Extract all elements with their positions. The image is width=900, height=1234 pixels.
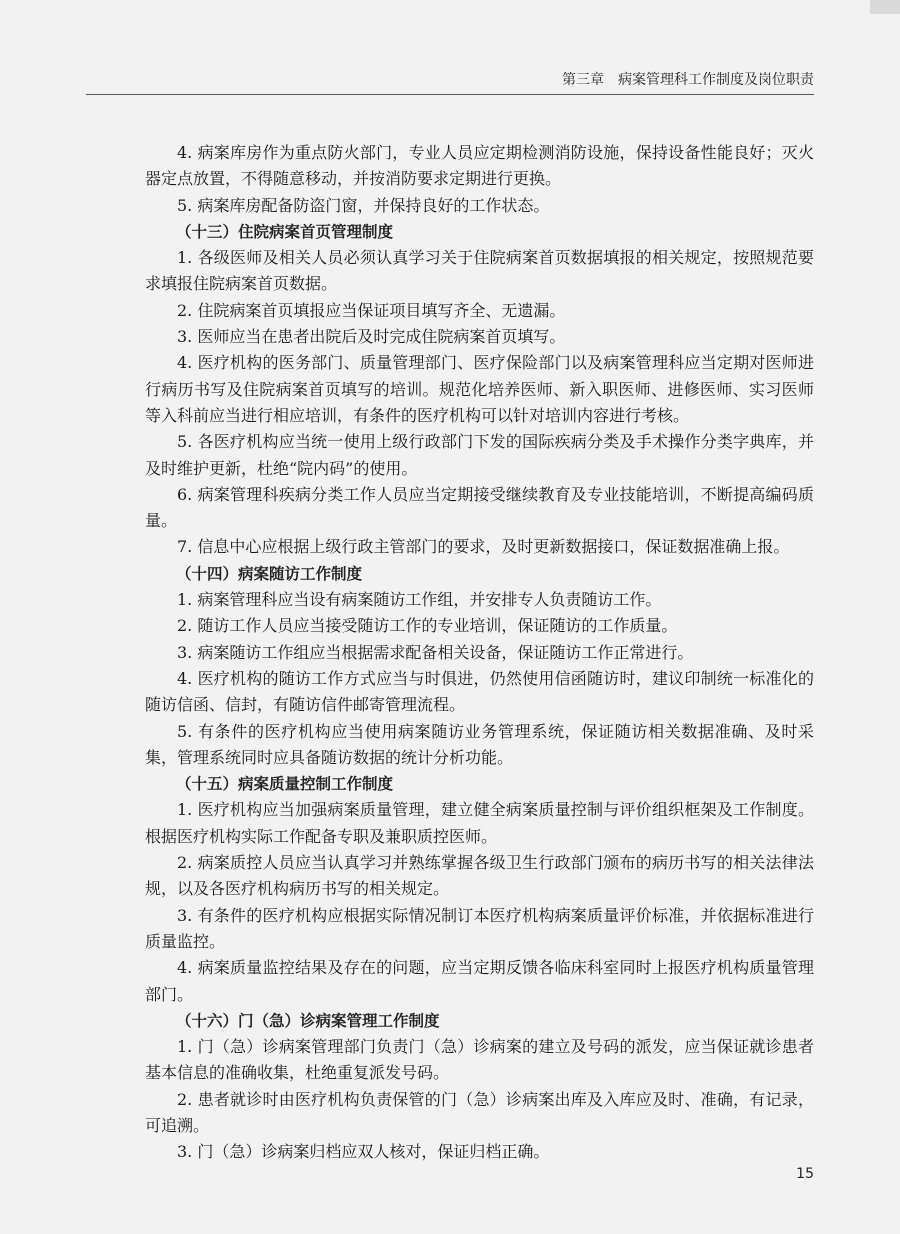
page-number: 15 [796, 1166, 814, 1182]
body-paragraph: 4. 病案库房作为重点防火部门，专业人员应定期检测消防设施，保持设备性能良好；灭火器定点放置，不得随意移动，并按消防要求定期进行更换。 [145, 143, 814, 189]
page-corner-mark [870, 0, 900, 14]
running-header [86, 70, 814, 95]
body-paragraph: 4. 医疗机构的随访工作方式应当与时俱进，仍然使用信函随访时，建议印制统一标准化的随访信函、信封，有随访信件邮寄管理流程。 [145, 668, 814, 715]
body-paragraph: 3. 医师应当在患者出院后及时完成住院病案首页填写。 [177, 327, 566, 347]
body-paragraph: 6. 病案管理科疾病分类工作人员应当定期接受继续教育及专业技能培训，不断提高编码质量。 [145, 484, 814, 531]
body-paragraph: 3. 有条件的医疗机构应根据实际情况制订本医疗机构病案质量评价标准，并依据标准进行质量监控。 [145, 905, 814, 951]
section-heading: （十六）门（急）诊病案管理工作制度 [176, 1011, 440, 1030]
body-paragraph: 5. 有条件的医疗机构应当使用病案随访业务管理系统，保证随访相关数据准确、及时采集，管理系统同时应具备随访数据的统计分析功能。 [145, 721, 814, 767]
body-paragraph: 1. 门（急）诊病案管理部门负责门（急）诊病案的建立及号码的派发，应当保证就诊患者基本信息的准确收集，杜绝重复派发号码。 [145, 1037, 814, 1083]
body-paragraph: 1. 病案管理科应当设有病案随访工作组，并安排专人负责随访工作。 [177, 590, 662, 610]
section-heading: （十五）病案质量控制工作制度 [176, 775, 394, 794]
body-paragraph: 4. 病案质量监控结果及存在的问题，应当定期反馈各临床科室同时上报医疗机构质量管理部门。 [145, 958, 814, 1004]
body-paragraph: 3. 病案随访工作组应当根据需求配备相关设备，保证随访工作正常进行。 [177, 642, 694, 662]
body-paragraph: 2. 病案质控人员应当认真学习并熟练掌握各级卫生行政部门颁布的病历书写的相关法律法规，以及各医疗机构病历书写的相关规定。 [145, 853, 814, 899]
section-heading: （十四）病案随访工作制度 [176, 564, 363, 583]
body-paragraph: 2. 患者就诊时由医疗机构负责保管的门（急）诊病案出库及入库应及时、准确，有记录，可追溯。 [145, 1089, 814, 1135]
body-paragraph: 7. 信息中心应根据上级行政主管部门的要求，及时更新数据接口，保证数据准确上报。 [177, 537, 790, 557]
body-paragraph: 2. 随访工作人员应当接受随访工作的专业培训，保证随访的工作质量。 [177, 616, 678, 636]
page-body [145, 140, 814, 1166]
body-paragraph: 5. 各医疗机构应当统一使用上级行政部门下发的国际疾病分类及手术操作分类字典库，并及时维护更新，杜绝“院内码”的使用。 [145, 432, 814, 478]
chapter-title: 病案管理科工作制度及岗位职责 [618, 72, 814, 88]
body-paragraph: 3. 门（急）诊病案归档应双人核对，保证归档正确。 [177, 1142, 550, 1162]
body-paragraph: 2. 住院病案首页填报应当保证项目填写齐全、无遗漏。 [177, 300, 566, 320]
body-paragraph: 5. 病案库房配备防盗门窗，并保持良好的工作状态。 [177, 195, 550, 215]
chapter-label: 第三章 [562, 72, 604, 88]
body-paragraph: 1. 各级医师及相关人员必须认真学习关于住院病案首页数据填报的相关规定，按照规范要求填报住院病案首页数据。 [145, 248, 814, 294]
body-paragraph: 4. 医疗机构的医务部门、质量管理部门、医疗保险部门以及病案管理科应当定期对医师进行病历书写及住院病案首页填写的培训。规范化培养医师、新入职医师、进修医师、实习医师等入科前应当进行相应培训，有条件的医疗机构可以针对培训内容进行考核。 [145, 353, 814, 425]
section-heading: （十三）住院病案首页管理制度 [176, 222, 394, 241]
body-paragraph: 1. 医疗机构应当加强病案质量管理，建立健全病案质量控制与评价组织框架及工作制度。根据医疗机构实际工作配备专职及兼职质控医师。 [145, 800, 814, 846]
